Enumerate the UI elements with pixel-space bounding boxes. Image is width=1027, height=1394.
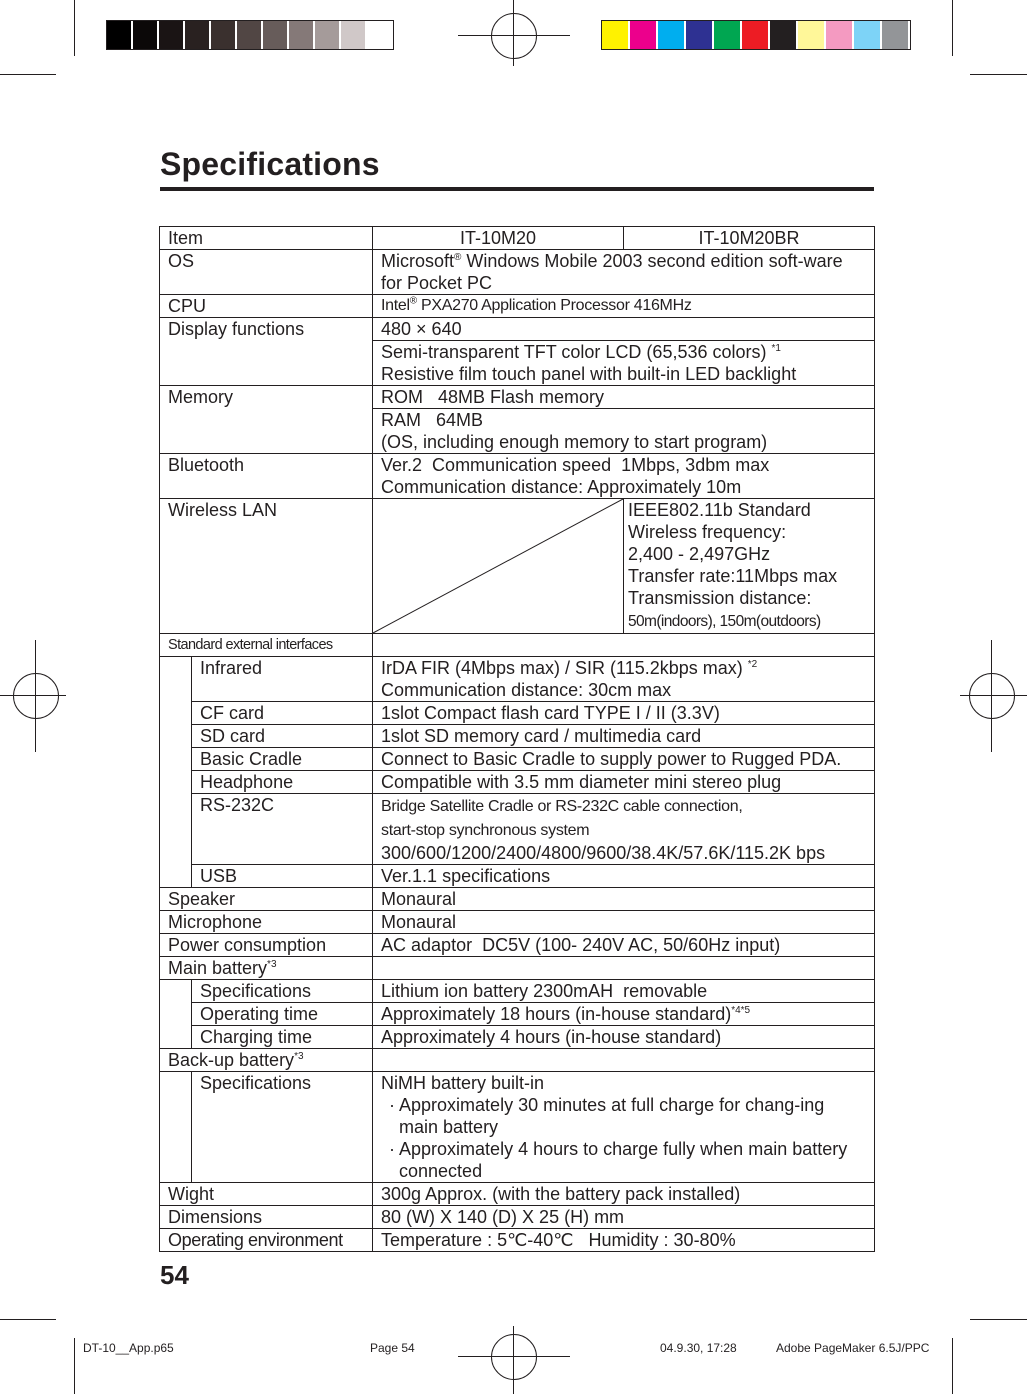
row-label: Wight xyxy=(160,1183,373,1206)
row-label: OS xyxy=(160,250,373,295)
header-item: Item xyxy=(160,227,373,250)
header-model-1: IT-10M20 xyxy=(373,227,624,250)
table-row xyxy=(160,1183,875,1206)
row-value: 1slot Compact flash card TYPE I / II (3.3V) xyxy=(373,702,875,725)
gray-swatch xyxy=(211,21,237,49)
table-row xyxy=(160,657,875,702)
footer-application: Adobe PageMaker 6.5J/PPC xyxy=(776,1341,930,1355)
row-value: Monaural xyxy=(373,888,875,911)
gray-swatch xyxy=(185,21,211,49)
row-value: AC adaptor DC5V (100- 240V AC, 50/60Hz input) xyxy=(373,934,875,957)
row-value xyxy=(373,634,875,657)
row-value: RAM 64MB (OS, including enough memory to start program) xyxy=(373,409,875,454)
table-row xyxy=(160,454,875,499)
row-label: Power consumption xyxy=(160,934,373,957)
row-value: 480 × 640 xyxy=(373,318,875,341)
table-row xyxy=(160,1206,875,1229)
row-value: Ver.2 Communication speed 1Mbps, 3dbm max Communication distance: Approximately 10m xyxy=(373,454,875,499)
row-value xyxy=(373,957,875,980)
table-row xyxy=(160,794,875,865)
row-label: Specifications xyxy=(192,1072,373,1183)
table-row xyxy=(160,1049,875,1072)
table-row xyxy=(160,934,875,957)
table-row xyxy=(160,748,875,771)
page-title: Specifications xyxy=(160,146,380,182)
row-label: Display functions xyxy=(160,318,373,386)
row-value: Connect to Basic Cradle to supply power to Rugged PDA. xyxy=(373,748,875,771)
row-label: Wireless LAN xyxy=(160,499,373,634)
gray-swatch xyxy=(133,21,159,49)
indent-spacer xyxy=(160,980,192,1049)
specifications-table xyxy=(159,226,875,1252)
table-row xyxy=(160,499,875,634)
row-value: Compatible with 3.5 mm diameter mini stereo plug xyxy=(373,771,875,794)
row-label: RS-232C xyxy=(192,794,373,865)
table-row xyxy=(160,250,875,295)
header-model-2: IT-10M20BR xyxy=(624,227,875,250)
row-value: IrDA FIR (4Mbps max) / SIR (115.2kbps max) $^{*2}$ Communication distance: 30cm max xyxy=(373,657,875,702)
row-value: Approximately 4 hours (in-house standard) xyxy=(373,1026,875,1049)
table-row xyxy=(160,888,875,911)
gray-swatch xyxy=(237,21,263,49)
table-row xyxy=(160,771,875,794)
row-label: Infrared xyxy=(192,657,373,702)
table-row xyxy=(160,295,875,318)
row-value: Intel® PXA270 Application Processor 416MHz xyxy=(373,295,875,318)
color-swatch xyxy=(630,21,658,49)
row-label: CF card xyxy=(192,702,373,725)
table-row xyxy=(160,386,875,409)
row-label: USB xyxy=(192,865,373,888)
gray-swatch xyxy=(159,21,185,49)
color-swatch xyxy=(742,21,770,49)
gray-swatch xyxy=(107,21,133,49)
gray-swatch xyxy=(315,21,341,49)
row-label: Memory xyxy=(160,386,373,454)
row-label: Main battery$^{*3}$ xyxy=(160,957,373,980)
row-value: Microsoft® Windows Mobile 2003 second edition soft-ware for Pocket PC xyxy=(373,250,875,295)
row-label: Bluetooth xyxy=(160,454,373,499)
row-value: 300g Approx. (with the battery pack installed) xyxy=(373,1183,875,1206)
row-label: Speaker xyxy=(160,888,373,911)
row-value: IEEE802.11b Standard Wireless frequency: 2,400 - 2,497GHz Transfer rate:11Mbps max Transmission distance: 50m(indoors), 150m(outdoors) xyxy=(624,499,875,634)
grayscale-calibration-bar xyxy=(106,20,394,50)
table-row xyxy=(160,1072,875,1183)
row-label: Specifications xyxy=(192,980,373,1003)
row-value: 1slot SD memory card / multimedia card xyxy=(373,725,875,748)
row-value: Bridge Satellite Cradle or RS-232C cable connection, start-stop synchronous system 300/600/1200/2400/4800/9600/38.4K/57.6K/115.2K bps xyxy=(373,794,875,865)
gray-swatch xyxy=(341,21,367,49)
table-row xyxy=(160,980,875,1003)
table-row xyxy=(160,702,875,725)
row-label: Headphone xyxy=(192,771,373,794)
table-row xyxy=(160,1026,875,1049)
row-label: Dimensions xyxy=(160,1206,373,1229)
not-applicable-cell xyxy=(373,499,624,634)
page-number: 54 xyxy=(160,1260,189,1290)
table-row xyxy=(160,957,875,980)
color-swatch xyxy=(882,21,910,49)
row-value: Monaural xyxy=(373,911,875,934)
footer-filename: DT-10__App.p65 xyxy=(83,1341,174,1355)
color-calibration-bar xyxy=(601,20,911,50)
color-swatch xyxy=(770,21,798,49)
table-row xyxy=(160,725,875,748)
row-label: Basic Cradle xyxy=(192,748,373,771)
indent-spacer xyxy=(160,1072,192,1183)
color-swatch xyxy=(686,21,714,49)
gray-swatch xyxy=(289,21,315,49)
table-row xyxy=(160,865,875,888)
row-value: Semi-transparent TFT color LCD (65,536 colors) $^{*1}$ Resistive film touch panel with built-in LED backlight xyxy=(373,341,875,386)
row-value xyxy=(373,1049,875,1072)
color-swatch xyxy=(658,21,686,49)
color-swatch xyxy=(602,21,630,49)
table-row xyxy=(160,318,875,341)
row-value: 80 (W) X 140 (D) X 25 (H) mm xyxy=(373,1206,875,1229)
table-row xyxy=(160,1229,875,1252)
footer-date: 04.9.30, 17:28 xyxy=(660,1341,737,1355)
row-label: Microphone xyxy=(160,911,373,934)
color-swatch xyxy=(714,21,742,49)
footer-page: Page 54 xyxy=(370,1341,415,1355)
row-label: Operating time xyxy=(192,1003,373,1026)
row-value: Lithium ion battery 2300mAH removable xyxy=(373,980,875,1003)
row-value: NiMH battery built-in · Approximately 30 minutes at full charge for chang-ing main battery · Approximately 4 hours to charge fully when main battery connected xyxy=(373,1072,875,1183)
table-header-row xyxy=(160,227,875,250)
row-value: Approximately 18 hours (in-house standard)$^{*4*5}$ xyxy=(373,1003,875,1026)
indent-spacer xyxy=(160,657,192,888)
gray-swatch xyxy=(263,21,289,49)
row-label: Operating environment xyxy=(160,1229,373,1252)
table-row xyxy=(160,634,875,657)
title-rule xyxy=(160,187,874,191)
row-label: Back-up battery$^{*3}$ xyxy=(160,1049,373,1072)
row-value: Ver.1.1 specifications xyxy=(373,865,875,888)
row-value: ROM 48MB Flash memory xyxy=(373,386,875,409)
table-row xyxy=(160,911,875,934)
color-swatch xyxy=(826,21,854,49)
color-swatch xyxy=(854,21,882,49)
row-label: CPU xyxy=(160,295,373,318)
gray-swatch xyxy=(367,21,393,49)
table-row xyxy=(160,1003,875,1026)
color-swatch xyxy=(798,21,826,49)
row-label: Standard external interfaces xyxy=(160,634,373,657)
row-value: Temperature : 5℃-40℃ Humidity : 30-80% xyxy=(373,1229,875,1252)
row-label: SD card xyxy=(192,725,373,748)
row-label: Charging time xyxy=(192,1026,373,1049)
